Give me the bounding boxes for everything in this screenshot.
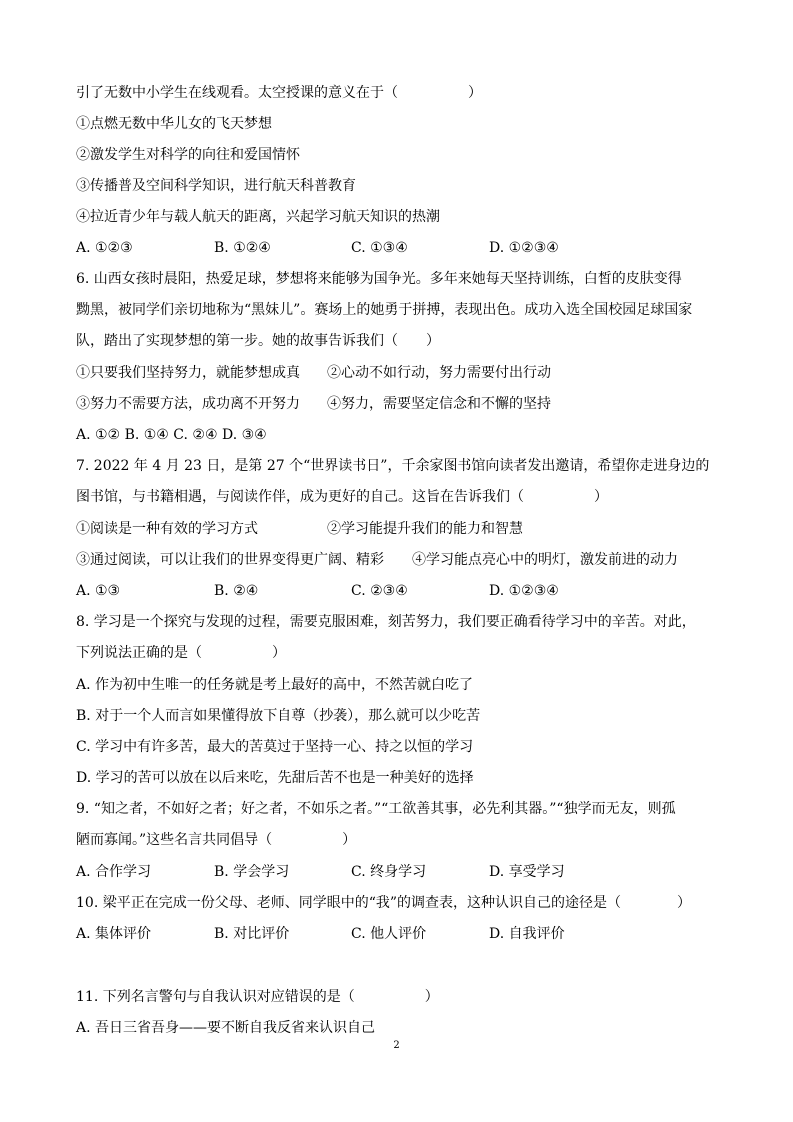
q8-option-a: A. 作为初中生唯一的任务就是考上最好的高中，不然苦就白吃了 [76, 677, 474, 693]
q6-statement-2: ②心动不如行动，努力需要付出行动 [327, 365, 551, 381]
page-number: 2 [393, 1040, 400, 1051]
q9-stem-line-2: 陋而寡闻。”这些名言共同倡导（ ） [76, 832, 357, 848]
q7-statement-4: ④学习能点亮心中的明灯，激发前进的动力 [412, 552, 678, 568]
q6-stem-line-1: 6. 山西女孩时晨阳，热爱足球，梦想将来能够为国争光。多年来她每天坚持训练，白皙的皮肤变得 [76, 271, 682, 287]
q10-option-b: B. 对比评价 [214, 926, 290, 942]
q5-option-a: A. ①②③ [76, 240, 133, 256]
q7-option-d: D. ①②③④ [489, 583, 559, 599]
q10-option-c: C. 他人评价 [351, 926, 427, 942]
q5-statement-3: ③传播普及空间科学知识，进行航天科普教育 [76, 178, 356, 194]
q5-statement-4: ④拉近青少年与载人航天的距离，兴起学习航天知识的热潮 [76, 209, 440, 225]
q7-statement-2: ②学习能提升我们的能力和智慧 [327, 521, 523, 537]
q8-option-c: C. 学习中有许多苦，最大的苦莫过于坚持一心、持之以恒的学习 [76, 739, 474, 755]
q11-option-a: A. 吾日三省吾身——要不断自我反省来认识自己 [76, 1020, 376, 1036]
q11-stem: 11. 下列名言警句与自我认识对应错误的是（ ） [76, 989, 439, 1005]
q9-stem-line-1: 9. “知之者，不如好之者；好之者，不如乐之者。”“工欲善其事，必先利其器。”“独学而无友，则孤 [76, 801, 676, 817]
q7-statement-3: ③通过阅读，可以让我们的世界变得更广阔、精彩 [76, 552, 384, 568]
q6-statement-3: ③努力不需要方法，成功离不开努力 [76, 396, 300, 412]
q7-option-a: A. ①③ [76, 583, 121, 599]
q9-option-d: D. 享受学习 [489, 864, 565, 880]
q6-statement-1: ①只要我们坚持努力，就能梦想成真 [76, 365, 300, 381]
q7-option-c: C. ②③④ [351, 583, 408, 599]
q6-stem-line-3: 队，踏出了实现梦想的第一步。她的故事告诉我们（ ） [76, 333, 440, 349]
q7-stem-line-1: 7. 2022 年 4 月 23 日，是第 27 个“世界读书日”，千余家图书馆向读者发出邀请，希望你走进身边的 [76, 458, 710, 474]
q10-stem: 10. 梁平正在完成一份父母、老师、同学眼中的“我”的调查表，这种认识自己的途径是（ ） [76, 895, 692, 911]
q5-statement-2: ②激发学生对科学的向往和爱国情怀 [76, 147, 300, 163]
q9-option-b: B. 学会学习 [214, 864, 290, 880]
q10-option-d: D. 自我评价 [489, 926, 565, 942]
q5-option-d: D. ①②③④ [489, 240, 559, 256]
q8-stem-line-1: 8. 学习是一个探究与发现的过程，需要克服困难，刻苦努力，我们要正确看待学习中的辛苦。对此， [76, 614, 696, 630]
q6-options: A. ①② B. ①④ C. ②④ D. ③④ [76, 427, 267, 443]
q9-option-a: A. 合作学习 [76, 864, 152, 880]
q7-stem-line-2: 图书馆，与书籍相遇，与阅读作伴，成为更好的自己。这旨在告诉我们（ ） [76, 489, 608, 505]
q5-option-b: B. ①②④ [214, 240, 271, 256]
q10-option-a: A. 集体评价 [76, 926, 152, 942]
q6-statement-4: ④努力，需要坚定信念和不懈的坚持 [327, 396, 551, 412]
q6-stem-line-2: 黝黑，被同学们亲切地称为“黑妹儿”。赛场上的她勇于拼搏，表现出色。成功入选全国校园足球国家 [76, 302, 693, 318]
q7-option-b: B. ②④ [214, 583, 259, 599]
q8-option-d: D. 学习的苦可以放在以后来吃，先甜后苦不也是一种美好的选择 [76, 770, 474, 786]
q8-option-b: B. 对于一个人而言如果懂得放下自尊（抄袭），那么就可以少吃苦 [76, 708, 481, 724]
q5-statement-1: ①点燃无数中华儿女的飞天梦想 [76, 116, 272, 132]
q7-statement-1: ①阅读是一种有效的学习方式 [76, 521, 258, 537]
q5-option-c: C. ①③④ [351, 240, 408, 256]
q9-option-c: C. 终身学习 [351, 864, 427, 880]
q8-stem-line-2: 下列说法正确的是（ ） [76, 645, 286, 661]
q5-stem-continuation: 引了无数中小学生在线观看。太空授课的意义在于（ ） [76, 85, 482, 101]
